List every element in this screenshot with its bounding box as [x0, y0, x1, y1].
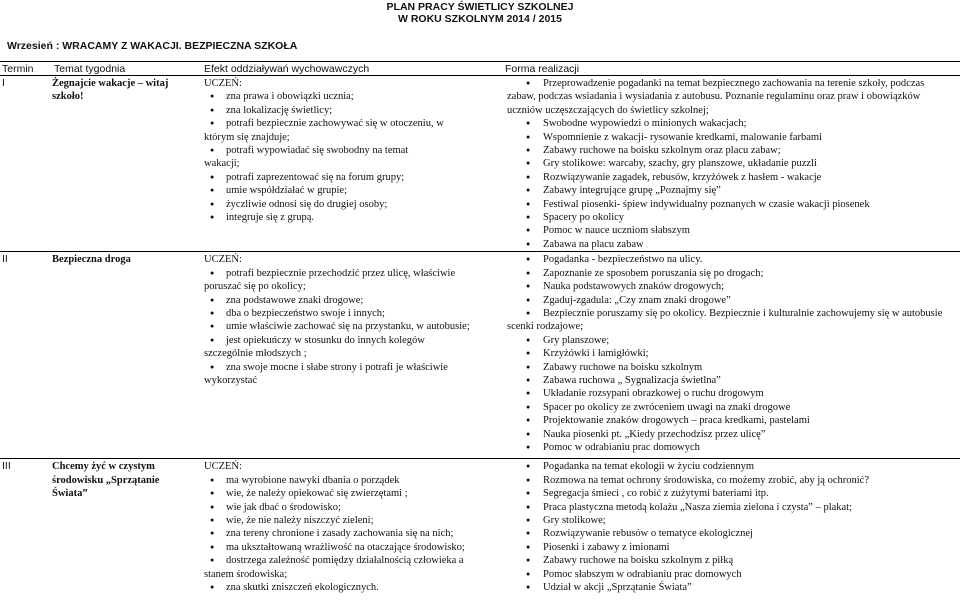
plan-table [0, 61, 960, 603]
effect-item: ● zna swoje mocne i słabe strony i potrafi je właściwie [202, 361, 503, 374]
form-item: ● Gry stolikowe; [503, 514, 960, 527]
form-item: ● Przeprowadzenie pogadanki na temat bezpiecznego zachowania na terenie szkoły, podczas [503, 77, 960, 90]
form-item: ● Praca plastyczna metodą kolażu „Nasza ziemia zielona i czysta” – plakat; [503, 501, 960, 514]
form-item: ● Rozwiązywanie rebusów o tematyce ekologicznej [503, 527, 960, 540]
effect-item: ● zna tereny chronione i zasady zachowania się na nich; [202, 527, 503, 540]
week-number: III [0, 459, 52, 603]
form-item: ● Krzyżówki i łamigłówki; [503, 347, 960, 360]
form-item: ● Pogadanka - bezpieczeństwo na ulicy. [503, 253, 960, 266]
effect-item-continuation: poruszać się po okolicy; [204, 281, 306, 293]
effect-item: ● ma wyrobione nawyki dbania o porządek [202, 474, 503, 487]
form-item: ● Festiwal piosenki- śpiew indywidualny poznanych w czasie wakacji piosenek [503, 198, 960, 211]
effect-item: ● umie właściwie zachować się na przystanku, w autobusie; [202, 320, 503, 333]
form-item-continuation: zabaw, podczas wsiadania i wysiadania z autobusu. Poznanie regulaminu oraz praw i obowiązków [507, 91, 921, 103]
form-item: ● Zabawy ruchowe na boisku szkolnym oraz placu zabaw; [503, 144, 960, 157]
effects-cell [202, 252, 503, 459]
forms-cell [503, 76, 960, 252]
plan-title [0, 1, 960, 25]
form-item: ● Nauka podstawowych znaków drogowych; [503, 280, 960, 293]
form-item: ● Wspomnienie z wakacji- rysowanie kredkami, malowanie farbami [503, 131, 960, 144]
effect-item: ● wie, że nie należy niszczyć zieleni; [202, 514, 503, 527]
effect-item: ● jest opiekuńczy w stosunku do innych kolegów [202, 334, 503, 347]
effects-cell [202, 459, 503, 603]
form-item: ● Zabawa na placu zabaw [503, 238, 960, 251]
table-row [0, 76, 960, 252]
effect-item: ● dba o bezpieczeństwo swoje i innych; [202, 307, 503, 320]
effect-item-continuation: wakacji; [204, 158, 240, 170]
forms-cell [503, 459, 960, 603]
form-item: ● Piosenki i zabawy z imionami [503, 541, 960, 554]
effect-item-continuation: wykorzystać [204, 374, 258, 386]
effect-item: ● umie współdziałać w grupie; [202, 184, 503, 197]
table-row [0, 252, 960, 459]
effect-item: ● zna skutki zniszczeń ekologicznych. [202, 581, 503, 594]
form-item: ● Pomoc w odrabianiu prac domowych [503, 441, 960, 454]
month-heading: Wrzesień : WRACAMY Z WAKACJI. BEZPIECZNA SZKOŁA [7, 40, 298, 52]
form-item-continuation: scenki rodzajowe; [507, 321, 584, 333]
form-item: ● Gry stolikowe: warcaby, szachy, gry planszowe, układanie puzzli [503, 157, 960, 170]
effect-item-continuation: szczególnie młodszych ; [204, 348, 307, 360]
effect-item-continuation: którym się znajduje; [204, 131, 290, 143]
form-item: ● Swobodne wypowiedzi o minionych wakacjach; [503, 117, 960, 130]
form-item: ● Zabawy ruchowe na boisku szkolnym [503, 361, 960, 374]
effect-item: ● potrafi wypowiadać się swobodny na temat [202, 144, 503, 157]
title-line-2: W ROKU SZKOLNYM 2014 / 2015 [398, 13, 562, 25]
effect-item: ● potrafi bezpiecznie przechodzić przez ulicę, właściwie [202, 267, 503, 280]
form-item: ● Nauka piosenki pt. „Kiedy przechodzisz przez ulicę” [503, 428, 960, 441]
effect-item: ● ma ukształtowaną wrażliwość na otaczające środowisko; [202, 541, 503, 554]
form-item: ● Zabawy integrujące grupę „Poznajmy się” [503, 184, 960, 197]
forms-cell [503, 252, 960, 459]
form-item: ● Pogadanka na temat ekologii w życiu codziennym [503, 460, 960, 473]
effect-item: ● zna podstawowe znaki drogowe; [202, 294, 503, 307]
form-item: ● Udział w akcji „Sprzątanie Świata” [503, 581, 960, 594]
form-item: ● Bezpiecznie poruszamy się po okolicy. Bezpiecznie i kulturalnie zachowujemy się w autobusie [503, 307, 960, 320]
week-number: I [0, 76, 52, 252]
effect-item: ● zna prawa i obowiązki ucznia; [202, 90, 503, 103]
effect-item-continuation: stanem środowiska; [204, 568, 288, 580]
effect-item: ● wie jak dbać o środowisko; [202, 501, 503, 514]
effect-label: UCZEŃ: [204, 461, 242, 473]
form-item-continuation: uczniów uczęszczających do świetlicy szkolnej; [507, 104, 709, 116]
form-item: ● Rozwiązywanie zagadek, rebusów, krzyżówek z hasłem - wakacje [503, 171, 960, 184]
effect-item: ● potrafi bezpiecznie zachowywać się w otoczeniu, w [202, 117, 503, 130]
form-item: ● Gry planszowe; [503, 334, 960, 347]
effect-label: UCZEŃ: [204, 254, 242, 266]
effect-item: ● integruje się z grupą. [202, 211, 503, 224]
effect-item: ● dostrzega zależność pomiędzy działalnością człowieka a [202, 554, 503, 567]
effect-item: ● życzliwie odnosi się do drugiej osoby; [202, 198, 503, 211]
form-item: ● Układanie rozsypani obrazkowej o ruchu drogowym [503, 387, 960, 400]
week-number: II [0, 252, 52, 459]
form-item: ● Zapoznanie ze sposobem poruszania się po drogach; [503, 267, 960, 280]
column-header-temat: Temat tygodnia [52, 62, 202, 76]
column-header-efekt: Efekt oddziaływań wychowawczych [202, 62, 503, 76]
title-line-1: PLAN PRACY ŚWIETLICY SZKOLNEJ [386, 1, 574, 13]
effect-item: ● wie, że należy opiekować się zwierzętami ; [202, 487, 503, 500]
header-row [0, 62, 960, 76]
effect-label: UCZEŃ: [204, 78, 242, 89]
table-row [0, 459, 960, 603]
week-topic: Bezpieczna droga [52, 252, 202, 459]
form-item: ● Rozmowa na temat ochrony środowiska, co możemy zrobić, aby ją ochronić? [503, 474, 960, 487]
form-item: ● Zgaduj-zgadula: „Czy znam znaki drogowe” [503, 294, 960, 307]
week-topic: Żegnajcie wakacje – witaj szkoło! [52, 76, 202, 252]
effect-item: ● potrafi zaprezentować się na forum grupy; [202, 171, 503, 184]
effects-cell [202, 76, 503, 252]
form-item: ● Segregacja śmieci , co robić z zużytymi bateriami itp. [503, 487, 960, 500]
form-item: ● Projektowanie znaków drogowych – praca kredkami, pastelami [503, 414, 960, 427]
form-item: ● Spacer po okolicy ze zwróceniem uwagi na znaki drogowe [503, 401, 960, 414]
effect-item: ● zna lokalizację świetlicy; [202, 104, 503, 117]
form-item: ● Zabawa ruchowa „ Sygnalizacja świetlna” [503, 374, 960, 387]
form-item: ● Pomoc w nauce uczniom słabszym [503, 224, 960, 237]
week-topic: Chcemy żyć w czystym środowisku „Sprzątanie Świata” [52, 459, 202, 603]
form-item: ● Spacery po okolicy [503, 211, 960, 224]
form-item: ● Zabawy ruchowe na boisku szkolnym z piłką [503, 554, 960, 567]
column-header-forma: Forma realizacji [503, 62, 960, 76]
column-header-termin: Termin [0, 62, 52, 76]
form-item: ● Pomoc słabszym w odrabianiu prac domowych [503, 568, 960, 581]
